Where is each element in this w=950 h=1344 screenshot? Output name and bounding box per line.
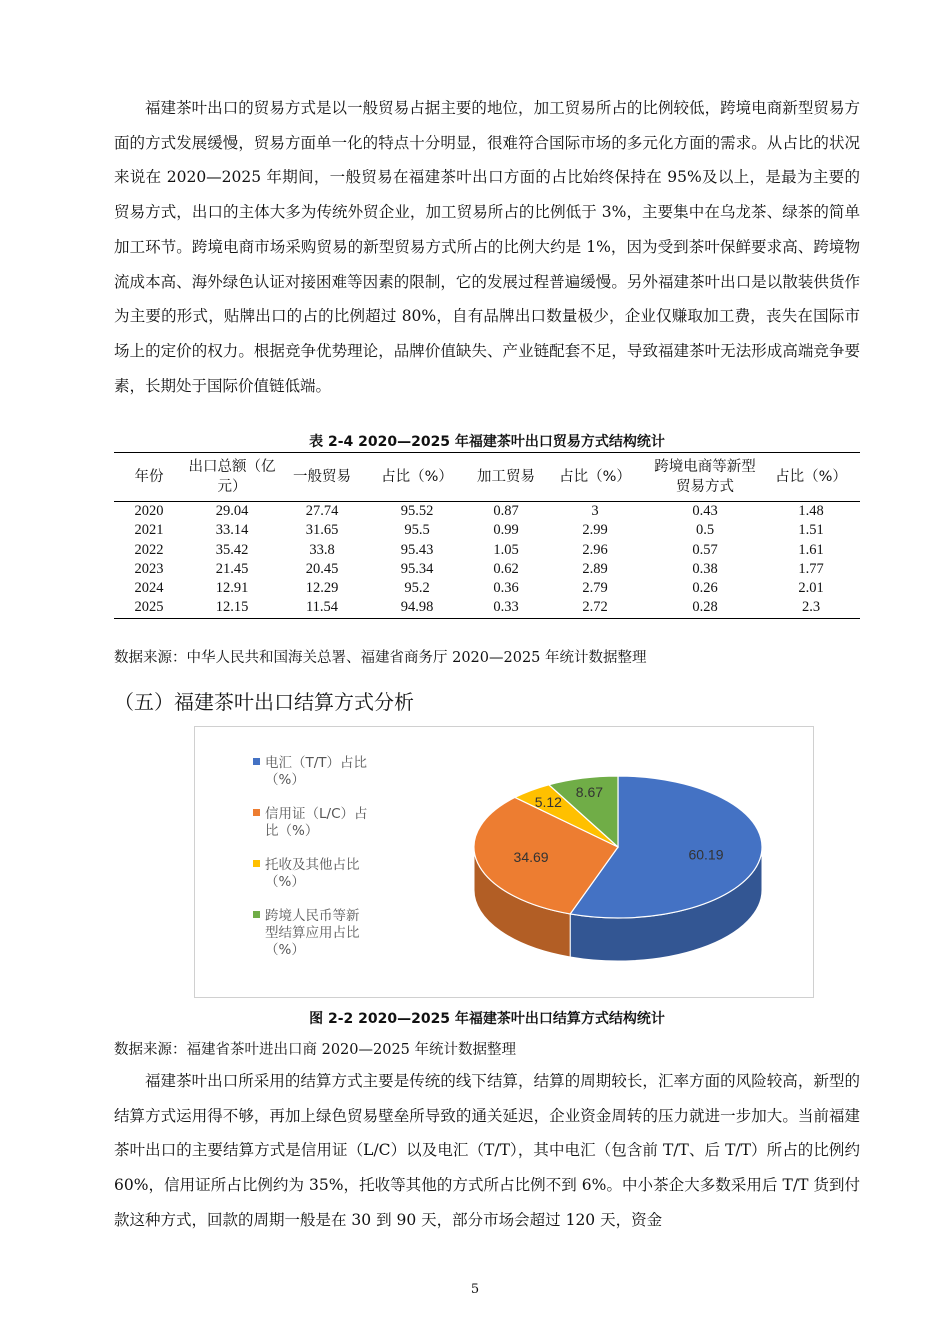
- pie-data-label: 34.69: [513, 849, 549, 866]
- legend-label-line: （%）: [265, 772, 305, 788]
- table-cell: 95.2: [404, 580, 430, 597]
- legend-label-line: （%）: [265, 942, 305, 958]
- legend-swatch: [253, 860, 260, 867]
- legend-label-line: 跨境人民币等新: [265, 908, 360, 924]
- legend-label-line: 电汇（T/T）占比: [265, 755, 368, 771]
- table-cell: 95.5: [404, 522, 430, 539]
- pie-data-label: 8.67: [575, 783, 604, 800]
- table-cell: 0.5: [695, 522, 715, 539]
- legend-swatch: [253, 758, 260, 765]
- figure-source-note: 数据来源：福建省茶叶进出口商 2020—2025 年统计数据整理: [114, 1042, 517, 1058]
- table-cell: 0.99: [493, 522, 519, 539]
- table-cell: 0.62: [493, 560, 519, 577]
- table-caption: 表 2-4 2020—2025 年福建茶叶出口贸易方式结构统计: [309, 434, 665, 450]
- table-cell: 12.91: [215, 580, 249, 597]
- legend-label-line: （%）: [265, 874, 305, 890]
- table-row: [114, 560, 860, 579]
- table-cell: 12.29: [305, 580, 339, 597]
- table-cell: 2024: [134, 580, 164, 597]
- table-cell: 95.34: [400, 560, 434, 577]
- header-ecommerce-trade: 跨境电商等新型贸易方式: [654, 459, 756, 495]
- legend-label-line: 信用证（L/C）占: [265, 806, 368, 822]
- legend-swatch: [253, 911, 260, 918]
- table-cell: 12.15: [215, 599, 249, 616]
- pie-data-label: 60.19: [688, 846, 724, 863]
- table-cell: 1.77: [798, 560, 824, 577]
- table-cell: 0.28: [692, 599, 718, 616]
- table-cell: 2.96: [582, 541, 608, 558]
- table-cell: 2.79: [582, 580, 608, 597]
- pie-chart-svg: [195, 727, 813, 997]
- table-cell: 33.14: [215, 522, 249, 539]
- legend-swatch: [253, 809, 260, 816]
- table-cell: 31.65: [305, 522, 339, 539]
- body-paragraph-settlement: 福建茶叶出口所采用的结算方式主要是传统的线下结算，结算的周期较长，汇率方面的风险较高，新型的结算方式运用得不够，再加上绿色贸易壁垒所导致的通关延迟，企业资金周转的压力就进一步加大。当前福建茶叶出口的主要结算方式是信用证（L/C）以及电汇（T/T），其中电汇（包含前 T/T、后 T/T）所占的比例约 60%，信用证所占比例约为 35%，托收等其他的方式所占比例不到 6%。中小茶企大多数采用后 T/T 货到付款这种方式，回款的周期一般是在 30 到 90 天，部分市场会超过 120 天，资金: [114, 1072, 860, 1229]
- table-cell: 0.33: [493, 599, 519, 616]
- table-cell: 0.38: [692, 560, 718, 577]
- table-cell: 27.74: [305, 503, 339, 519]
- table-row: [114, 521, 860, 540]
- page-number: 5: [470, 1282, 480, 1297]
- pie-data-label: 5.12: [534, 793, 562, 810]
- table-cell: 35.42: [215, 541, 249, 558]
- table-cell: 2.3: [801, 599, 821, 616]
- legend-label-0: [265, 754, 368, 788]
- legend-label-3: [265, 908, 360, 958]
- table-cell: 0.57: [692, 541, 718, 558]
- table-cell: 11.54: [305, 599, 339, 616]
- table-cell: 29.04: [215, 503, 249, 519]
- table-row: [114, 502, 860, 522]
- legend-label-line: 托收及其他占比: [265, 857, 360, 873]
- table-cell: 2020: [134, 503, 164, 519]
- header-general-share: 占比（%）: [381, 469, 453, 485]
- table-cell: 1.51: [798, 522, 824, 539]
- table-row: [114, 579, 860, 598]
- table-cell: 0.36: [493, 580, 519, 597]
- trade-structure-table: [114, 452, 860, 619]
- table-cell: 94.98: [400, 599, 434, 616]
- figure-caption: 图 2-2 2020—2025 年福建茶叶出口结算方式结构统计: [309, 1011, 665, 1027]
- table-source-note: 数据来源：中华人民共和国海关总署、福建省商务厅 2020—2025 年统计数据整理: [114, 650, 647, 666]
- header-export-total: 出口总额（亿元）: [188, 459, 276, 495]
- header-processing-trade: 加工贸易: [477, 469, 535, 485]
- header-general-trade: 一般贸易: [293, 469, 351, 485]
- legend-label-1: [265, 805, 368, 839]
- settlement-pie-chart: [194, 726, 814, 998]
- table-cell: 0.26: [692, 580, 718, 597]
- table-row: [114, 541, 860, 560]
- header-year: 年份: [134, 469, 164, 485]
- table-cell: 95.43: [400, 541, 434, 558]
- table-cell: 2.99: [582, 522, 608, 539]
- table-cell: 1.61: [798, 541, 824, 558]
- table-cell: 2025: [134, 599, 164, 616]
- table-cell: 3: [591, 503, 599, 519]
- table-cell: 2022: [134, 541, 164, 558]
- table-cell: 0.87: [493, 503, 519, 519]
- legend-label-line: 比（%）: [265, 823, 319, 839]
- table-cell: 33.8: [309, 541, 335, 558]
- table-cell: 1.48: [798, 503, 824, 519]
- table-header-row: [114, 453, 860, 502]
- table-cell: 21.45: [215, 560, 249, 577]
- body-paragraph-trade-modes: 福建茶叶出口的贸易方式是以一般贸易占据主要的地位，加工贸易所占的比例较低，跨境电商新型贸易方面的方式发展缓慢，贸易方面单一化的特点十分明显，很难符合国际市场的多元化方面的需求。从占比的状况来说在 2020—2025 年期间，一般贸易在福建茶叶出口方面的占比始终保持在 95%及以上，是最为主要的贸易方式，出口的主体大多为传统外贸企业，加工贸易所占的比例低于 3%，主要集中在乌龙茶、绿茶的简单加工环节。跨境电商市场采购贸易的新型贸易方式所占的比例大约是 1%，因为受到茶叶保鲜要求高、跨境物流成本高、海外绿色认证对接困难等因素的限制，它的发展过程普遍缓慢。另外福建茶叶出口是以散装供货作为主要的形式，贴牌出口的占的比例超过 80%，自有品牌出口数量极少，企业仅赚取加工费，丧失在国际市场上的定价的权力。根据竞争优势理论，品牌价值缺失、产业链配套不足，导致福建茶叶无法形成高端竞争要素，长期处于国际价值链低端。: [114, 99, 860, 395]
- table-cell: 2023: [134, 560, 164, 577]
- legend-label-line: 型结算应用占比: [265, 925, 360, 941]
- table-row: [114, 598, 860, 618]
- section-heading: （五）福建茶叶出口结算方式分析: [114, 690, 414, 714]
- table-cell: 20.45: [305, 560, 339, 577]
- table-cell: 95.52: [400, 503, 434, 519]
- table-cell: 1.05: [493, 541, 519, 558]
- legend-label-2: [265, 856, 360, 890]
- table-cell: 0.43: [692, 503, 718, 519]
- table-cell: 2.89: [582, 560, 608, 577]
- table-cell: 2.72: [582, 599, 608, 616]
- table-cell: 2021: [134, 522, 164, 539]
- header-ecommerce-share: 占比（%）: [775, 469, 847, 485]
- table-cell: 2.01: [798, 580, 824, 597]
- header-processing-share: 占比（%）: [559, 469, 631, 485]
